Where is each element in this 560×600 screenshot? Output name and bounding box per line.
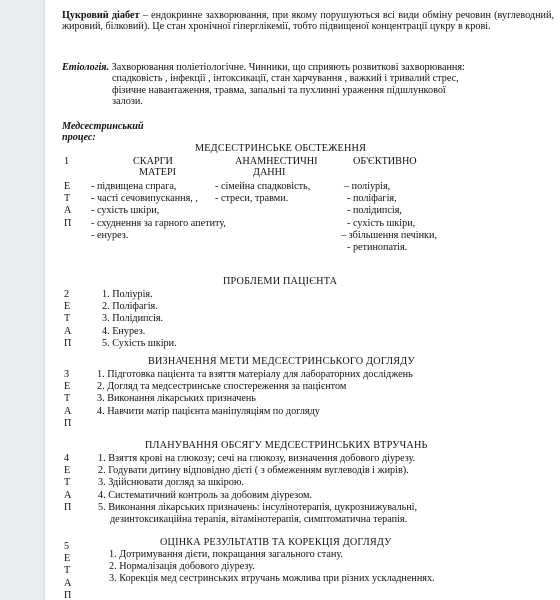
complaint-item: - енурез. <box>91 229 129 241</box>
exam-col2-head-2: ДАННІ <box>253 167 286 178</box>
exam-col2-head-1: АНАМНЕСТИЧНІ <box>235 156 318 167</box>
etiology-paragraph <box>62 62 465 108</box>
problem-item: 1. Поліурія. <box>102 289 153 300</box>
objective-item: – поліурія, <box>344 181 391 192</box>
exam-number: 1 <box>64 156 70 167</box>
goals-letters <box>64 369 71 430</box>
goals-number: 3 <box>64 369 70 380</box>
planning-letter: А <box>64 489 72 501</box>
planning-item: 1. Взяття крові на глюкозу; сечі на глюкозу, визначення добового діурезу. <box>98 453 416 464</box>
objective-item: - полідипсія, <box>347 205 402 217</box>
intro-term: Цукровий діабет <box>62 10 140 21</box>
exam-letters <box>64 181 71 230</box>
planning-item: 4. Систематичний контроль за добовим діурезом. <box>98 489 312 501</box>
intro-definition: – ендокринне захворювання, при якому порушуються всі види обміну речовин (вуглеводний, жировий, білковий). Це стан хронічної гіперглікемії, тобто підвищеної концентрації цукру в крові. <box>62 10 554 33</box>
goals-letter: П <box>64 417 72 429</box>
planning-item: 2. Годувати дитину відповідно дієті ( з обмеженням вуглеводів і жирів). <box>98 465 409 477</box>
objective-item: - поліфагія, <box>347 193 397 205</box>
evaluation-letter: Е <box>64 553 71 565</box>
planning-item: 3. Здійснювати догляд за шкірою. <box>98 477 244 489</box>
anamnesis-item: - стреси, травми. <box>215 193 289 205</box>
exam-col1-head-1: СКАРГИ <box>133 156 173 167</box>
etiology-line-1: Захворювання поліетіологічне. Чинники, що сприяють розвиткові захворювання: <box>109 62 465 73</box>
goals-list <box>97 369 413 418</box>
exam-letter: Т <box>64 193 71 205</box>
planning-letter: П <box>64 501 72 513</box>
problems-title: ПРОБЛЕМИ ПАЦІЄНТА <box>223 276 338 287</box>
problems-number: 2 <box>64 289 70 300</box>
problem-item: 3. Полідипсія. <box>102 313 164 325</box>
problems-list <box>102 289 177 350</box>
exam-col3-head: ОБ'ЄКТИВНО <box>353 156 417 167</box>
problems-letters <box>64 289 71 350</box>
planning-list <box>98 453 417 526</box>
planning-letter: Е <box>64 465 71 477</box>
problems-letter: Т <box>64 313 71 325</box>
evaluation-letter: Т <box>64 565 71 577</box>
goals-letter: Е <box>64 381 71 393</box>
intro-paragraph <box>62 10 554 33</box>
planning-number: 4 <box>64 453 70 464</box>
nursing-process-heading-1: Медсестринський <box>62 121 144 132</box>
goals-letter: Т <box>64 393 71 405</box>
anamnesis-list <box>215 181 310 205</box>
evaluation-number: 5 <box>64 541 70 552</box>
evaluation-list <box>109 549 435 586</box>
problems-letter: А <box>64 325 72 337</box>
evaluation-letters <box>64 541 71 600</box>
goal-item: 1. Підготовка пацієнта та взяття матеріалу для лабораторних досліджень <box>97 369 413 380</box>
etiology-label: Етіологія. <box>62 62 110 73</box>
evaluation-letter: А <box>64 577 72 589</box>
evaluation-item: 3. Корекція мед сестринських втручань можлива при різних ускладненнях. <box>109 573 435 585</box>
complaint-item: - часті сечовипускання, , <box>91 193 198 205</box>
planning-item: 5. Виконання лікарських призначень: інсулінотерапія, цукрознижувальні, <box>98 501 418 513</box>
objective-list <box>341 181 437 254</box>
problems-letter: П <box>64 337 72 349</box>
problem-item: 5. Сухість шкіри. <box>102 337 177 349</box>
problem-item: 2. Поліфагія. <box>102 301 158 313</box>
document-page <box>45 0 560 600</box>
etiology-line-4: залози. <box>112 96 143 108</box>
goals-letter: А <box>64 405 72 417</box>
anamnesis-item: - сімейна спадковість, <box>215 181 311 192</box>
complaint-item: - схуднення за гарного апетиту, <box>91 217 226 229</box>
goal-item: 4. Навчити матір пацієнта маніпуляціям по догляду <box>97 405 320 417</box>
problems-letter: Е <box>64 301 71 313</box>
exam-title: МЕДСЕСТРИНСЬКЕ ОБСТЕЖЕННЯ <box>195 143 367 154</box>
problem-item: 4. Енурез. <box>102 325 146 337</box>
goals-title: ВИЗНАЧЕННЯ МЕТИ МЕДСЕСТРИНСЬКОГО ДОГЛЯДУ <box>148 356 415 367</box>
exam-col1-head-2: МАТЕРІ <box>139 167 177 178</box>
exam-letter: П <box>64 217 72 229</box>
evaluation-item: 1. Дотримування дієти, покращання загального стану. <box>109 549 343 560</box>
goal-item: 2. Догляд та медсестринське спостереження за пацієнтом <box>97 381 347 393</box>
planning-title: ПЛАНУВАННЯ ОБСЯГУ МЕДСЕСТРИНСЬКИХ ВТРУЧАНЬ <box>145 440 428 451</box>
complaint-item: - сухість шкіри, <box>91 205 160 217</box>
etiology-line-3: фізичне навантаження, травма, запальні та пухлинні ураження підшлункової <box>112 84 446 96</box>
exam-letter: Е <box>64 181 71 192</box>
nursing-process-heading-2: процес: <box>62 132 96 143</box>
evaluation-title: ОЦІНКА РЕЗУЛЬТАТІВ ТА КОРЕКЦІЯ ДОГЛЯДУ <box>160 537 392 548</box>
complaint-item: - підвищена спрага, <box>91 181 177 192</box>
objective-item: – збільшення печінки, <box>341 229 437 241</box>
planning-item: дезинтоксикаційна терапія, вітамінотерапія, симптоматична терапія. <box>110 514 408 526</box>
planning-letter: Т <box>64 477 71 489</box>
goal-item: 3. Виконання лікарських призначень <box>97 393 256 405</box>
planning-letters <box>64 453 71 514</box>
complaints-list <box>91 181 226 242</box>
exam-letter: А <box>64 205 72 217</box>
etiology-line-2: спадковість , інфекції , інтоксикації, стан харчування , важкий і тривалий стрес, <box>112 73 459 85</box>
objective-item: - сухість шкіри, <box>347 217 416 229</box>
objective-item: - ретинопатія. <box>347 242 408 254</box>
evaluation-letter: П <box>64 589 72 600</box>
evaluation-item: 2. Нормалізація добового діурезу. <box>109 561 255 573</box>
